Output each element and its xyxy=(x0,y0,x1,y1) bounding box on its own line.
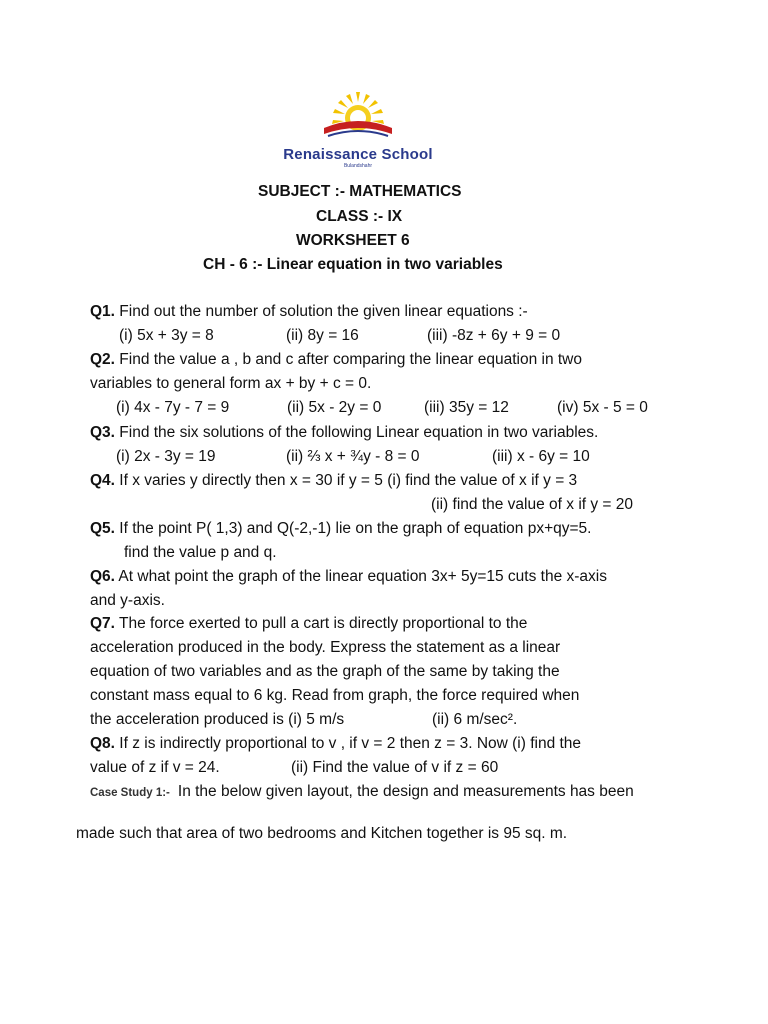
q8-text: If z is indirectly proportional to v , if v = 2 then z = 3. Now (i) find the xyxy=(114,735,582,752)
q8-part-a: value of z if v = 24. xyxy=(90,759,220,776)
q5-text: If the point P( 1,3) and Q(-2,-1) lie on the graph of equation px+qy=5. xyxy=(114,520,592,537)
q3-part-1: (i) 2x - 3y = 19 xyxy=(116,448,216,465)
q3-label: Q3. xyxy=(90,424,115,441)
q7-line-4: constant mass equal to 6 kg. Read from graph, the force required when xyxy=(90,687,580,704)
q4-line xyxy=(90,471,577,491)
q6-line-2: and y-axis. xyxy=(90,592,165,609)
q6-line xyxy=(90,567,607,587)
case-study-line xyxy=(90,783,634,801)
q4-label: Q4. xyxy=(90,472,115,489)
q2-part-2: (ii) 5x - 2y = 0 xyxy=(287,399,382,416)
subject-heading: SUBJECT :- MATHEMATICS xyxy=(258,183,462,200)
q7-line-3: equation of two variables and as the graph of the same by taking the xyxy=(90,663,560,680)
q5-line-2: find the value p and q. xyxy=(124,544,277,561)
q4-line-2: (ii) find the value of x if y = 20 xyxy=(431,496,634,513)
q8-label: Q8. xyxy=(90,735,115,752)
case-study-label: Case Study 1:- xyxy=(90,787,170,799)
q7-line xyxy=(90,614,527,634)
q2-line-2: variables to general form ax + by + c = 0. xyxy=(90,375,372,392)
case-study-text: In the below given layout, the design and measurements has been xyxy=(177,783,634,800)
school-location: Bulandshahr xyxy=(343,163,373,169)
q3-part-2: (ii) ⅔ x + ¾y - 8 = 0 xyxy=(286,448,420,465)
chapter-heading: CH - 6 :- Linear equation in two variables xyxy=(203,256,503,273)
q1-part-3: (iii) -8z + 6y + 9 = 0 xyxy=(427,327,561,344)
q5-label: Q5. xyxy=(90,520,115,537)
q7-line-2: acceleration produced in the body. Express the statement as a linear xyxy=(90,639,561,656)
class-heading: CLASS :- IX xyxy=(316,208,403,225)
case-study-line-2: made such that area of two bedrooms and Kitchen together is 95 sq. m. xyxy=(76,825,568,842)
q7-last-part-a: the acceleration produced is (i) 5 m/s xyxy=(90,711,345,728)
q1-text: Find out the number of solution the given linear equations :- xyxy=(114,303,528,320)
q5-line xyxy=(90,519,591,539)
q2-text: Find the value a , b and c after comparing the linear equation in two xyxy=(114,351,582,368)
q8-line xyxy=(90,734,581,754)
q1-line xyxy=(90,302,528,322)
q2-part-4: (iv) 5x - 5 = 0 xyxy=(557,399,648,416)
q3-line xyxy=(90,423,598,443)
q1-part-1: (i) 5x + 3y = 8 xyxy=(119,327,214,344)
school-name: Renaissance School xyxy=(283,146,433,163)
q3-part-3: (iii) x - 6y = 10 xyxy=(492,448,590,465)
q8-part-b: (ii) Find the value of v if z = 60 xyxy=(291,759,499,776)
q7-text: The force exerted to pull a cart is directly proportional to the xyxy=(114,615,528,632)
worksheet-heading: WORKSHEET 6 xyxy=(296,232,410,249)
q3-text: Find the six solutions of the following Linear equation in two variables. xyxy=(114,424,599,441)
q1-part-2: (ii) 8y = 16 xyxy=(286,327,359,344)
q7-label: Q7. xyxy=(90,615,115,632)
school-logo xyxy=(270,90,446,172)
q7-last-part-b: (ii) 6 m/sec². xyxy=(432,711,518,728)
q1-label: Q1. xyxy=(90,303,115,320)
q2-line xyxy=(90,350,582,370)
sun-emblem-icon xyxy=(316,90,400,148)
q2-part-3: (iii) 35y = 12 xyxy=(424,399,509,416)
q2-label: Q2. xyxy=(90,351,115,368)
q6-label: Q6. xyxy=(90,568,115,585)
q2-part-1: (i) 4x - 7y - 7 = 9 xyxy=(116,399,230,416)
q4-text: If x varies y directly then x = 30 if y = 5 (i) find the value of x if y = 3 xyxy=(114,472,578,489)
q6-text: At what point the graph of the linear equation 3x+ 5y=15 cuts the x-axis xyxy=(114,568,607,585)
